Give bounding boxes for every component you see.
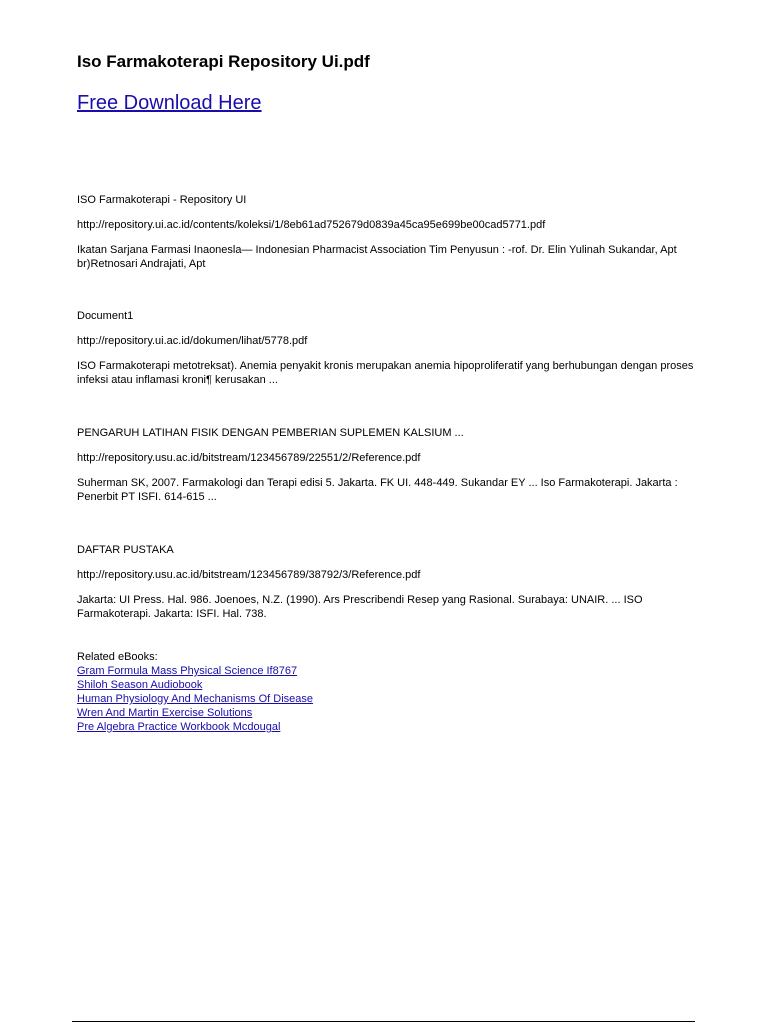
result-entry	[77, 309, 717, 387]
related-ebooks-heading: Related eBooks:	[77, 651, 158, 663]
result-entry	[77, 426, 717, 504]
result-url[interactable]: http://repository.usu.ac.id/bitstream/123456789/38792/3/Reference.pdf	[77, 569, 421, 581]
result-entry	[77, 543, 717, 621]
result-title: ISO Farmakoterapi - Repository UI	[77, 194, 247, 206]
result-entry	[77, 193, 717, 271]
result-url[interactable]: http://repository.ui.ac.id/contents/koleksi/1/8eb61ad752679d0839a45ca95e699be00cad5771.pdf	[77, 219, 546, 231]
related-ebook-link[interactable]: Pre Algebra Practice Workbook Mcdougal	[77, 721, 281, 733]
document-title: Iso Farmakoterapi Repository Ui.pdf	[77, 52, 370, 71]
result-description: Ikatan Sarjana Farmasi Inaonesla— Indonesian Pharmacist Association Tim Penyusun : -rof. Dr. Elin Yulinah Sukandar, Apt br)Retnosari Andrajati, Apt	[77, 244, 677, 270]
result-title: PENGARUH LATIHAN FISIK DENGAN PEMBERIAN SUPLEMEN KALSIUM ...	[77, 427, 464, 439]
result-description: ISO Farmakoterapi metotreksat). Anemia penyakit kronis merupakan anemia hipoproliferatif yang berhubungan dengan proses infeksi atau inflamasi kroni¶ kerusakan ...	[77, 360, 694, 386]
page-bottom-rule	[72, 1021, 695, 1022]
free-download-link[interactable]: Free Download Here	[77, 92, 262, 114]
result-url[interactable]: http://repository.ui.ac.id/dokumen/lihat/5778.pdf	[77, 335, 308, 347]
result-title: DAFTAR PUSTAKA	[77, 544, 174, 556]
related-ebook-link[interactable]: Human Physiology And Mechanisms Of Disease	[77, 693, 313, 705]
related-ebook-link[interactable]: Gram Formula Mass Physical Science If8767	[77, 665, 298, 677]
result-title: Document1	[77, 310, 134, 322]
related-ebooks	[77, 650, 313, 734]
related-ebook-link[interactable]: Wren And Martin Exercise Solutions	[77, 707, 253, 719]
result-url[interactable]: http://repository.usu.ac.id/bitstream/123456789/22551/2/Reference.pdf	[77, 452, 421, 464]
related-ebook-link[interactable]: Shiloh Season Audiobook	[77, 679, 203, 691]
result-description: Suherman SK, 2007. Farmakologi dan Terapi edisi 5. Jakarta. FK UI. 448-449. Sukandar EY ... Iso Farmakoterapi. Jakarta : Penerbit PT ISFI. 614-615 ...	[77, 477, 678, 503]
result-description: Jakarta: UI Press. Hal. 986. Joenoes, N.Z. (1990). Ars Prescribendi Resep yang Rasional. Surabaya: UNAIR. ... ISO Farmakoterapi. Jakarta: ISFI. Hal. 738.	[77, 594, 643, 620]
